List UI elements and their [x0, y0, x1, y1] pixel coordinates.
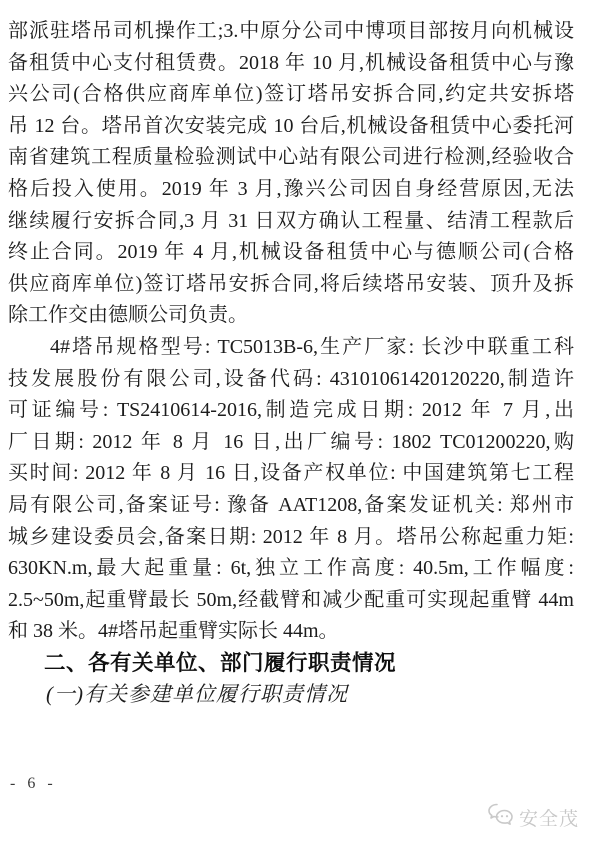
body-line: 备租赁中心支付租赁费。2018 年 10 月,机械设备租赁中心与豫 [8, 51, 574, 74]
watermark [487, 802, 579, 832]
body-line: 4#塔吊规格型号: TC5013B-6,生产厂家: 长沙中联重工科 [50, 335, 574, 358]
body-line: 买时间: 2012 年 8 月 16 日,设备产权单位: 中国建筑第七工程 [8, 462, 574, 485]
body-line: 南省建筑工程质量检验测试中心站有限公司进行检测,经验收合 [8, 146, 574, 169]
body-line: 局有限公司,备案证号: 豫备 AAT1208,备案发证机关: 郑州市 [8, 493, 574, 516]
body-line: 2.5~50m,起重臂最长 50m,经截臂和减少配重可实现起重臂 44m [8, 588, 574, 611]
body-line: 供应商库单位)签订塔吊安拆合同,将后续塔吊安装、顶升及拆 [8, 272, 574, 295]
chat-bubbles-logo-icon [487, 802, 514, 832]
body-line: 继续履行安拆合同,3 月 31 日双方确认工程量、结清工程款后 [8, 209, 574, 232]
body-line: 兴公司(合格供应商库单位)签订塔吊安拆合同,约定共安拆塔 [8, 83, 574, 106]
body-line: 除工作交由德顺公司负责。 [8, 304, 248, 327]
watermark-label: 安全茂 [518, 808, 579, 830]
document-body [8, 16, 574, 711]
body-line: 城乡建设委员会,备案日期: 2012 年 8 月。塔吊公称起重力矩: [8, 525, 574, 548]
subsection-heading: (一)有关参建单位履行职责情况 [46, 682, 348, 707]
body-line: 和 38 米。4#塔吊起重臂实际长 44m。 [8, 620, 339, 643]
body-line: 终止合同。2019 年 4 月,机械设备租赁中心与德顺公司(合格 [8, 241, 574, 264]
body-line: 吊 12 台。塔吊首次安装完成 10 台后,机械设备租赁中心委托河 [8, 114, 574, 137]
body-line: 格后投入使用。2019 年 3 月,豫兴公司因自身经营原因,无法 [8, 177, 574, 200]
section-heading: 二、各有关单位、部门履行职责情况 [44, 650, 397, 675]
body-line: 可证编号: TS2410614-2016,制造完成日期: 2012 年 7 月,出 [8, 399, 574, 422]
body-line: 厂日期: 2012 年 8 月 16 日,出厂编号: 1802 TC01200220,购 [8, 430, 574, 453]
body-line: 部派驻塔吊司机操作工;3.中原分公司中博项目部按月向机械设 [8, 20, 574, 42]
page-number: - 6 - [10, 775, 57, 792]
body-line: 630KN.m,最大起重量: 6t,独立工作高度: 40.5m,工作幅度: [8, 557, 574, 580]
body-line: 技发展股份有限公司,设备代码: 43101061420120220,制造许 [8, 367, 574, 390]
